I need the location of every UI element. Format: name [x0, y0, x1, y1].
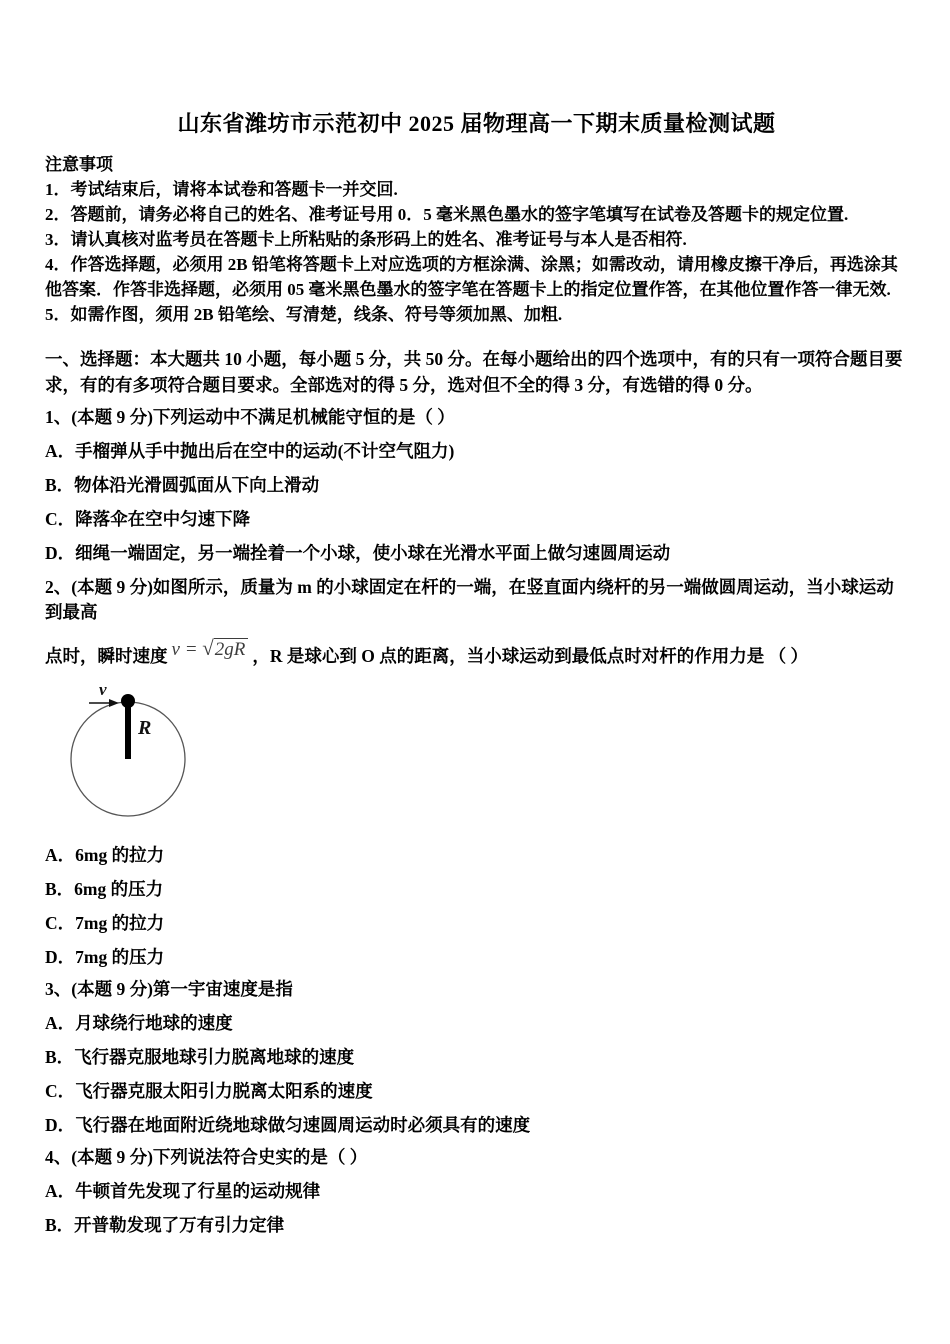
- question-2-option-b: B．6mg 的压力: [45, 879, 164, 899]
- notice-item-2: 2．答题前，请务必将自己的姓名、准考证号用 0．5 毫米黑色墨水的签字笔填写在试卷及答题卡的规定位置.: [45, 205, 849, 224]
- question-1-option-d: D．细绳一端固定，另一端拴着一个小球，使小球在光滑水平面上做匀速圆周运动: [45, 543, 671, 563]
- velocity-arrow-head: [109, 699, 119, 707]
- radius-label: R: [138, 717, 152, 739]
- question-2-stem-post-formula: ，R 是球心到 O 点的距离，当小球运动到最低点时对杆的作用力是 （ ）: [252, 646, 809, 666]
- ball: [121, 694, 135, 708]
- notice-item-4: 4．作答选择题，必须用 2B 铅笔将答题卡上对应选项的方框涂满、涂黑；如需改动，请用橡皮擦干净后，再选涂其他答案．作答非选择题，必须用 05 毫米黑色墨水的签字笔在答题卡上的指定位置作答，在其他位置作答一律无效.: [45, 255, 898, 299]
- exam-title: 山东省潍坊市示范初中 2025 届物理高一下期末质量检测试题: [177, 111, 776, 136]
- section-1-intro: 一、选择题：本大题共 10 小题，每小题 5 分，共 50 分。在每小题给出的四个选项中，有的只有一项符合题目要求，有的有多项符合题目要求。全部选对的得 5 分，选对但不全的得 3 分，有选错的得 0 分。: [45, 349, 903, 395]
- question-2-figure-circular-motion-diagram: [63, 680, 233, 822]
- question-2-stem-line-2: [45, 636, 908, 670]
- notice-heading: 注意事项: [45, 155, 113, 174]
- question-2-stem-line-1: 2、(本题 9 分)如图所示，质量为 m 的小球固定在杆的一端，在竖直面内绕杆的另一端做圆周运动，当小球运动到最高: [45, 577, 894, 622]
- question-2-option-c: C．7mg 的拉力: [45, 913, 165, 933]
- question-1-option-c: C．降落伞在空中匀速下降: [45, 509, 251, 529]
- question-3-option-b: B．飞行器克服地球引力脱离地球的速度: [45, 1047, 355, 1067]
- question-4-option-a: A．牛顿首先发现了行星的运动规律: [45, 1181, 321, 1201]
- question-2-stem-pre-formula: 点时，瞬时速度: [45, 646, 168, 666]
- question-3-stem: 3、(本题 9 分)第一宇宙速度是指: [45, 979, 293, 999]
- question-2-option-d: D．7mg 的压力: [45, 947, 165, 967]
- radical-sign: √: [202, 636, 214, 660]
- question-3-option-c: C．飞行器克服太阳引力脱离太阳系的速度: [45, 1081, 373, 1101]
- equation-lhs: v: [171, 639, 180, 660]
- velocity-label: v: [99, 680, 107, 699]
- question-1-option-b: B．物体沿光滑圆弧面从下向上滑动: [45, 475, 320, 495]
- question-3-option-d: D．飞行器在地面附近绕地球做匀速圆周运动时必须具有的速度: [45, 1115, 531, 1135]
- notice-item-1: 1．考试结束后，请将本试卷和答题卡一并交回.: [45, 180, 398, 199]
- equation-v-equals-sqrt-2gR: [172, 637, 249, 661]
- notice-item-5: 5．如需作图，须用 2B 铅笔绘、写清楚，线条、符号等须加黑、加粗.: [45, 305, 563, 324]
- question-1-option-a: A．手榴弹从手中抛出后在空中的运动(不计空气阻力): [45, 441, 455, 461]
- equation-equals-sign: =: [184, 639, 198, 660]
- question-4-option-b: B．开普勒发现了万有引力定律: [45, 1215, 285, 1235]
- notice-item-3: 3．请认真核对监考员在答题卡上所粘贴的条形码上的姓名、准考证号与本人是否相符.: [45, 230, 687, 249]
- question-2-option-a: A．6mg 的拉力: [45, 845, 165, 865]
- question-4-stem: 4、(本题 9 分)下列说法符合史实的是（ ）: [45, 1147, 368, 1167]
- question-1-stem: 1、(本题 9 分)下列运动中不满足机械能守恒的是（ ）: [45, 407, 455, 427]
- question-3-option-a: A．月球绕行地球的速度: [45, 1013, 233, 1033]
- equation-radicand: 2gR: [214, 638, 249, 660]
